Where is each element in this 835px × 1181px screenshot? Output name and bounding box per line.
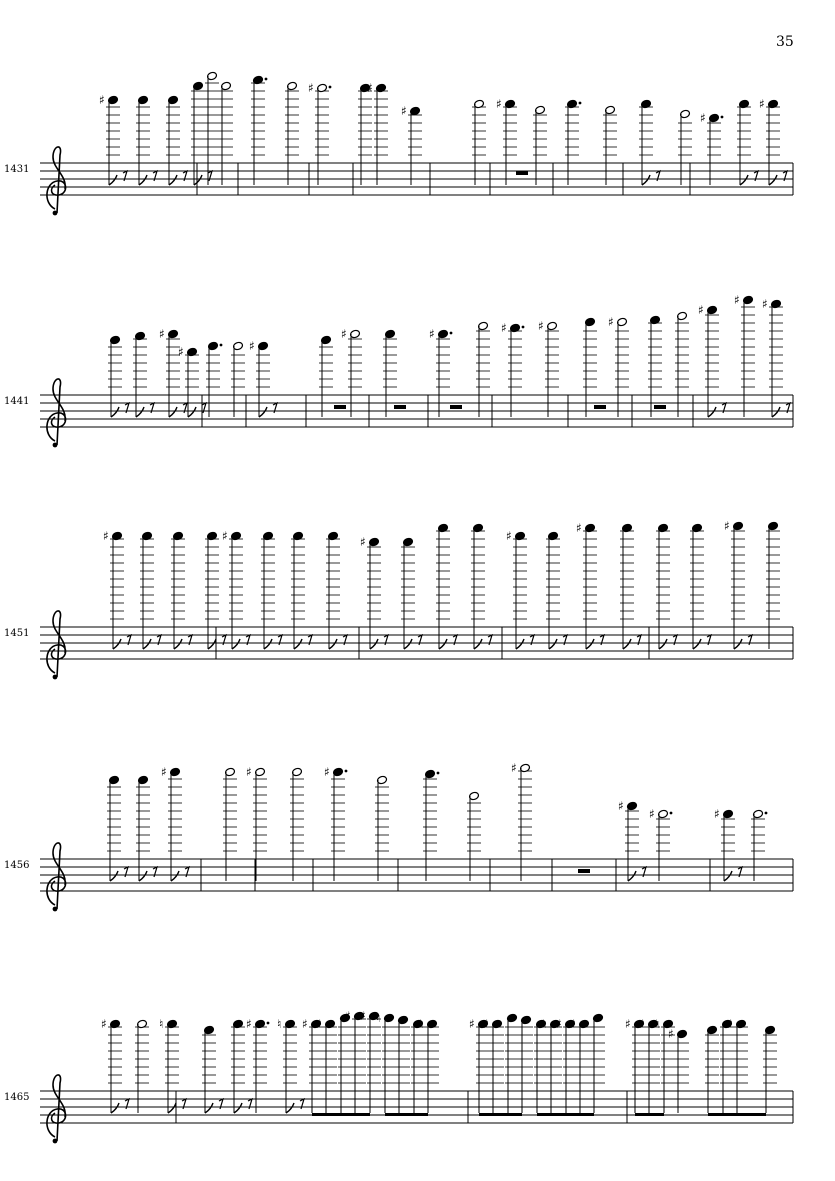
eighth-rest-icon [707, 635, 711, 645]
note [423, 769, 439, 881]
eighth-rest-icon [182, 1099, 186, 1109]
natural-icon: ♮ [159, 1017, 164, 1031]
note [171, 531, 192, 649]
rest-icon [516, 171, 528, 175]
eighth-rest-icon [754, 171, 758, 181]
sharp-icon: ♯ [698, 303, 704, 317]
sharp-icon: ♯ [734, 293, 740, 307]
note [341, 327, 362, 417]
treble-clef-icon [47, 611, 66, 679]
sharp-icon: ♯ [618, 799, 624, 813]
note [285, 81, 299, 185]
note [533, 105, 547, 185]
note [603, 105, 617, 185]
note [698, 303, 726, 417]
eighth-rest-icon [150, 403, 154, 413]
eighth-rest-icon [157, 635, 161, 645]
rest-icon [654, 405, 666, 409]
note [506, 529, 534, 649]
eighth-rest-icon [127, 635, 131, 645]
sharp-icon: ♯ [759, 97, 765, 111]
eighth-rest-icon [786, 403, 790, 413]
eighth-rest-icon [208, 171, 212, 181]
sharp-icon: ♯ [249, 339, 255, 353]
note [251, 75, 267, 185]
note [376, 1011, 396, 1113]
eighth-rest-icon [656, 171, 660, 181]
note [496, 97, 517, 185]
eighth-rest-icon [642, 867, 646, 877]
eighth-rest-icon [488, 635, 492, 645]
note [690, 523, 711, 649]
note [656, 523, 677, 649]
sharp-icon: ♯ [103, 529, 109, 543]
natural-icon: ♮ [419, 1017, 424, 1031]
eighth-rest-icon [673, 635, 677, 645]
note [133, 331, 154, 417]
sharp-icon: ♯ [556, 1017, 562, 1031]
note [576, 521, 604, 649]
page-number: 35 [776, 34, 794, 50]
note [205, 71, 219, 185]
note [308, 81, 331, 185]
sharp-icon: ♯ [511, 761, 517, 775]
eighth-rest-icon [783, 171, 787, 181]
eighth-rest-icon [153, 867, 157, 877]
sharp-icon: ♯ [178, 345, 184, 359]
note [222, 529, 250, 649]
note [766, 521, 780, 649]
note [338, 1013, 352, 1113]
note [108, 335, 129, 417]
note [608, 315, 629, 417]
note [705, 1025, 719, 1113]
sharp-icon: ♯ [341, 327, 347, 341]
note [763, 1025, 777, 1113]
note [166, 95, 187, 185]
measure-number: 1465 [4, 1092, 30, 1103]
eighth-rest-icon [219, 1099, 223, 1109]
note [467, 791, 481, 881]
eighth-rest-icon [600, 635, 604, 645]
note [675, 311, 689, 417]
natural-icon: ♮ [655, 1017, 660, 1031]
eighth-rest-icon [308, 635, 312, 645]
sharp-icon: ♯ [324, 765, 330, 779]
note [326, 531, 347, 649]
sharp-icon: ♯ [576, 521, 582, 535]
note [546, 531, 567, 649]
natural-icon: ♮ [376, 1011, 381, 1025]
beam [385, 1113, 428, 1116]
note [737, 99, 758, 185]
eighth-rest-icon [123, 171, 127, 181]
note [401, 537, 422, 649]
sharp-icon: ♯ [700, 111, 706, 125]
measure-number: 1431 [4, 164, 30, 175]
eighth-rest-icon [183, 171, 187, 181]
sharp-icon: ♯ [246, 1017, 252, 1031]
sharp-icon: ♯ [724, 519, 730, 533]
beam [635, 1113, 664, 1116]
eighth-rest-icon [530, 635, 534, 645]
sharp-icon: ♯ [367, 81, 373, 95]
sharp-icon: ♯ [401, 104, 407, 118]
treble-clef-icon [47, 843, 66, 911]
eighth-rest-icon [563, 635, 567, 645]
note [136, 95, 157, 185]
natural-icon: ♮ [277, 1017, 282, 1031]
eighth-rest-icon [343, 635, 347, 645]
eighth-rest-icon [453, 635, 457, 645]
staff-system [4, 1009, 793, 1143]
note [429, 327, 452, 417]
note [191, 81, 212, 185]
note [345, 1009, 366, 1113]
sharp-icon: ♯ [360, 1009, 366, 1023]
eighth-rest-icon [153, 171, 157, 181]
note [324, 765, 347, 881]
beam [312, 1113, 370, 1116]
note [231, 341, 245, 417]
sharp-icon: ♯ [639, 1017, 645, 1031]
eighth-rest-icon [273, 403, 277, 413]
sharp-icon: ♯ [246, 765, 252, 779]
note [724, 519, 752, 649]
sharp-icon: ♯ [506, 529, 512, 543]
rest-icon [450, 405, 462, 409]
note [505, 1013, 519, 1113]
eighth-rest-icon [748, 635, 752, 645]
treble-clef-icon [47, 379, 66, 447]
note [140, 531, 161, 649]
sharp-icon: ♯ [161, 765, 167, 779]
note [261, 531, 282, 649]
note [223, 767, 237, 881]
sharp-icon: ♯ [762, 297, 768, 311]
note [206, 341, 222, 417]
sharp-icon: ♯ [625, 1017, 631, 1031]
sharp-icon: ♯ [308, 81, 314, 95]
sharp-icon: ♯ [727, 1017, 733, 1031]
eighth-rest-icon [248, 1099, 252, 1109]
note [103, 529, 131, 649]
sharp-icon: ♯ [101, 1017, 107, 1031]
note [436, 523, 457, 649]
eighth-rest-icon [124, 867, 128, 877]
note [249, 339, 277, 417]
note [319, 335, 333, 417]
sharp-icon: ♯ [222, 529, 228, 543]
note [358, 83, 372, 185]
staff-system [4, 71, 793, 215]
eighth-rest-icon [738, 867, 742, 877]
note [202, 1025, 223, 1113]
note [219, 81, 233, 185]
sharp-icon: ♯ [483, 1017, 489, 1031]
note [401, 104, 422, 185]
eighth-rest-icon [202, 403, 206, 413]
sharp-icon: ♯ [570, 1017, 576, 1031]
sharp-icon: ♯ [99, 93, 105, 107]
beam [479, 1113, 522, 1116]
natural-icon: ♮ [542, 1017, 547, 1031]
eighth-rest-icon [125, 403, 129, 413]
note [367, 81, 388, 185]
note [472, 99, 486, 185]
note [136, 775, 157, 881]
eighth-rest-icon [418, 635, 422, 645]
sharp-icon: ♯ [469, 1017, 475, 1031]
beam [708, 1113, 766, 1116]
sharp-icon: ♯ [360, 535, 366, 549]
note [511, 761, 532, 881]
rest-icon [394, 405, 406, 409]
note [759, 97, 787, 185]
note [639, 99, 660, 185]
note [734, 293, 755, 417]
eighth-rest-icon [183, 403, 187, 413]
eighth-rest-icon [722, 403, 726, 413]
beam [537, 1113, 594, 1116]
sharp-icon: ♯ [429, 327, 435, 341]
staff-system [4, 761, 793, 911]
note [246, 765, 267, 881]
rest-icon [334, 405, 346, 409]
eighth-rest-icon [278, 635, 282, 645]
note [700, 111, 723, 185]
note [649, 807, 672, 881]
sharp-icon: ♯ [345, 1009, 351, 1023]
note [751, 809, 767, 881]
sharp-icon: ♯ [316, 1017, 322, 1031]
eighth-rest-icon [246, 635, 250, 645]
note [360, 535, 388, 649]
note [375, 775, 389, 881]
sharp-icon: ♯ [649, 807, 655, 821]
note [591, 1013, 605, 1113]
note [519, 1015, 533, 1113]
sharp-icon: ♯ [302, 1017, 308, 1031]
sharp-icon: ♯ [538, 319, 544, 333]
note [161, 765, 189, 881]
treble-clef-icon [47, 147, 66, 215]
sharp-icon: ♯ [714, 807, 720, 821]
note [471, 523, 492, 649]
note [107, 775, 128, 881]
eighth-rest-icon [300, 1099, 304, 1109]
sharp-icon: ♯ [668, 1027, 674, 1041]
sharp-icon: ♯ [496, 97, 502, 111]
note [618, 799, 646, 881]
sharp-icon: ♯ [608, 315, 614, 329]
measure-number: 1441 [4, 396, 30, 407]
note [668, 1027, 689, 1113]
measure-number: 1451 [4, 628, 30, 639]
note [538, 319, 559, 417]
note [290, 767, 304, 881]
note [565, 99, 581, 185]
note [762, 297, 790, 417]
note [620, 523, 641, 649]
eighth-rest-icon [188, 635, 192, 645]
note [583, 317, 597, 417]
sharp-icon: ♯ [501, 321, 507, 335]
treble-clef-icon [47, 1075, 66, 1143]
rest-icon [594, 405, 606, 409]
note [291, 531, 312, 649]
eighth-rest-icon [222, 635, 226, 645]
note [714, 807, 742, 881]
eighth-rest-icon [384, 635, 388, 645]
note [383, 329, 397, 417]
eighth-rest-icon [637, 635, 641, 645]
note [159, 327, 187, 417]
measure-number: 1456 [4, 860, 30, 871]
staff-system [4, 519, 793, 679]
eighth-rest-icon [125, 1099, 129, 1109]
rest-icon [578, 869, 590, 873]
note [396, 1015, 410, 1113]
eighth-rest-icon [185, 867, 189, 877]
staff-system [4, 293, 793, 447]
note [648, 315, 662, 417]
sharp-icon: ♯ [159, 327, 165, 341]
